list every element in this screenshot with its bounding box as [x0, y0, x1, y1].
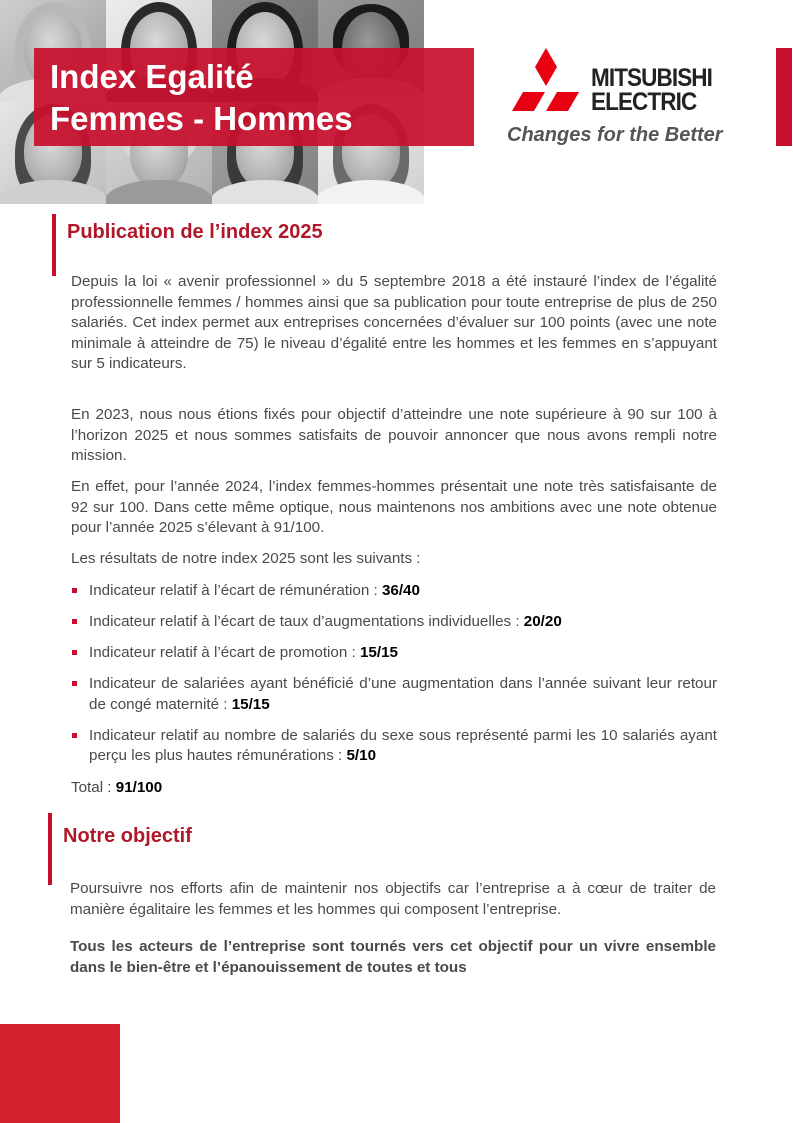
three-diamonds-logo-icon — [507, 48, 585, 118]
title-line-2: Femmes - Hommes — [50, 100, 353, 137]
list-item — [71, 726, 717, 767]
indicator-label: Indicateur relatif à l’écart de rémunération : — [89, 582, 382, 599]
section-title-objectif: Notre objectif — [63, 825, 192, 847]
document-title — [50, 56, 353, 140]
title-line-1: Index Egalité — [50, 58, 254, 95]
indicator-score: 5/10 — [346, 747, 377, 764]
indicator-label: Indicateur relatif à l’écart de taux d’augmentations individuelles : — [89, 613, 524, 630]
bullet-square-icon — [72, 650, 77, 655]
list-item — [71, 612, 717, 633]
indicator-label: Indicateur de salariées ayant bénéficié d’une augmentation dans l’année suivant leur retour de congé maternité : — [89, 675, 717, 713]
results-2024-paragraph: En effet, pour l’année 2024, l’index femmes-hommes présentait une note très satisfaisante de 92 sur 100. Dans cette même optique, nous maintenons nos ambitions avec une note obtenue pour l’année 2025 s’élevant à 91/100. — [71, 478, 717, 536]
section-accent-bar — [48, 813, 52, 885]
logo-tagline: Changes for the Better — [507, 124, 723, 146]
list-item — [71, 674, 717, 715]
indicator-score: 36/40 — [381, 582, 420, 599]
indicator-label: Indicateur relatif à l’écart de promotion : — [89, 644, 360, 661]
bullet-square-icon — [72, 733, 77, 738]
indicator-label: Indicateur relatif au nombre de salariés du sexe sous représenté parmi les 10 salariés ayant perçu les plus hautes rémunérations : — [89, 726, 717, 764]
logo-accent-bar — [776, 48, 792, 146]
results-intro: Les résultats de notre index 2025 sont les suivants : — [71, 550, 421, 567]
section-title-publication: Publication de l’index 2025 — [67, 221, 323, 243]
indicator-list — [71, 581, 717, 777]
total-score: 91/100 — [115, 779, 163, 796]
bullet-square-icon — [72, 588, 77, 593]
section-accent-bar — [52, 214, 56, 276]
total-label: Total : — [71, 779, 116, 796]
objective-2023-paragraph: En 2023, nous nous étions fixés pour objectif d’atteindre une note supérieure à 90 sur 100 à l’horizon 2025 et nous sommes satisfaits de pouvoir annoncer que nous avons rempli notre mission. — [71, 406, 717, 464]
logo-wordmark — [591, 66, 735, 114]
indicator-score: 15/15 — [231, 695, 270, 713]
bullet-square-icon — [72, 619, 77, 624]
decorative-corner-block — [0, 1024, 120, 1123]
objective-paragraph: Poursuivre nos efforts afin de maintenir nos objectifs car l’entreprise a à cœur de traiter de manière égalitaire les femmes et les hommes qui composent l’entreprise. — [70, 880, 716, 918]
total-line — [71, 778, 717, 799]
indicator-score: 20/20 — [523, 613, 562, 630]
logo-name-line-2: ELECTRIC — [591, 88, 697, 116]
list-item — [71, 643, 717, 664]
mitsubishi-electric-logo — [505, 48, 745, 148]
intro-paragraph: Depuis la loi « avenir professionnel » du 5 septembre 2018 a été instauré l’index de l’égalité professionnelle femmes / hommes ainsi que sa publication pour toute entreprise de plus de 250 salariés. Cet index permet aux entreprises concernées d’évaluer sur 100 points (avec une note minimale à atteindre de 75) le niveau d’égalité entre les hommes et les femmes en s’appuyant sur 5 indicateurs. — [71, 273, 717, 372]
logo-name-line-1: MITSUBISHI — [591, 64, 713, 92]
list-item — [71, 581, 717, 602]
bullet-square-icon — [72, 681, 77, 686]
objective-closing-statement: Tous les acteurs de l’entreprise sont tournés vers cet objectif pour un vivre ensemble dans le bien-être et l’épanouissement de toutes et tous — [70, 938, 716, 976]
indicator-score: 15/15 — [359, 644, 398, 661]
